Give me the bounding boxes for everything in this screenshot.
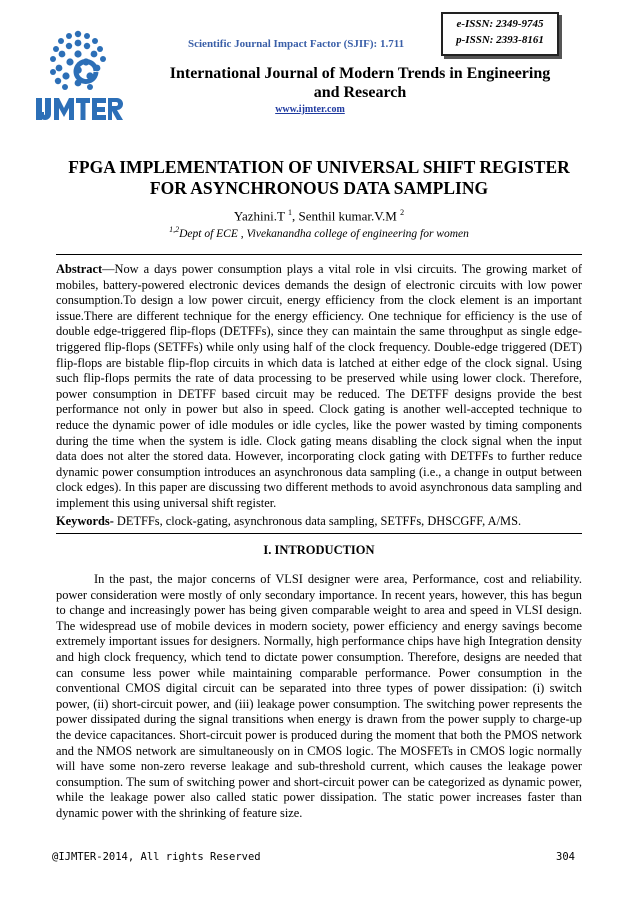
journal-url-link[interactable]: www.ijmter.com [275, 104, 345, 115]
abstract-text: —Now a days power consumption plays a vital role in vlsi circuits. The growing market of mobiles, battery-powered electronic devices demands the design of electronic circuits with low power consumption.To design a low power circuit, energy efficiency from the clock element is an important issue.There are different technique for the energy efficiency. One technique for efficiency is the use of double edge-triggered flip-flops (DETFFs), since they can maintain the same throughput as single edge-triggered flip-flops (SETFFs) while only using half of the clock frequency. Double-edge triggered (DET) flip-flops are bistable flip-flop circuits in which data is latched at either edge of the clock signal. Using such flip-flops permits the rate of data processing to be preserved while using lower clock. Therefore, power consumption in DETFF based circuit may be reduced. The DETFF designs provide the best performance not only in power but also in speed. Clock gating is another well-accepted technique to reduce the dynamic power of idle modules or idle cycles, like the power wasted by timing components during the time when the system is idle. Clock gating means disabling the clock signal when the input data does not alter the stored data. However, incorporating clock gating with DETFFs to further reduce dynamic power consumption introduces an asynchronous data sampling (i.e., a change in output between clock edges). In this paper are discussing two different methods to avoid asynchronous data sampling and implement this using universal shift register. [56, 262, 582, 510]
affiliation-sup: 1,2 [169, 225, 180, 234]
keywords-label: Keywords- [56, 514, 114, 528]
pissn: p-ISSN: 2393-8161 [456, 34, 544, 46]
journal-title-line1: International Journal of Modern Trends in Engineering [169, 65, 551, 82]
affiliation [40, 225, 598, 240]
author-2-sup: 2 [400, 208, 405, 217]
paper-title-line2: FOR ASYNCHRONOUS DATA SAMPLING [149, 178, 489, 198]
abstract [56, 262, 582, 512]
authors [40, 208, 598, 224]
page-number: 304 [556, 851, 575, 863]
impact-factor: Scientific Journal Impact Factor (SJIF): 1.711 [188, 38, 405, 50]
footer-copyright: @IJMTER-2014, All rights Reserved [52, 851, 261, 863]
divider-keywords [56, 533, 582, 534]
author-1: Yazhini.T [233, 208, 285, 224]
introduction-paragraph: In the past, the major concerns of VLSI designer were area, Performance, cost and reliability. power consideration were mostly of only secondary importance. In recent years, however, this has begun to change and increasingly power has being given comparable weight to area and speed in VLSI design. The widespread use of mobile devices in modern society, power efficiency and energy savings become extremely important issues for designers. Normally, high performance chips have high Integration density and high clock frequency, which tend to dictate power consumption. Therefore, designs are needed that can consume less power while maintaining comparable performance. Power consumption in the conventional CMOS digital circuit can be separated into three types of power dissipation: (i) switch power, (ii) short-circuit power, and (iii) leakage power consumption. The switching power represents the power dissipated during the signal transitions when energy is drawn from the power supply to charge-up the device capacitances. Short-circuit power is produced during the moment that both the PMOS network and the NMOS network are simultaneously on in CMOS logic. The MOSFETs in CMOS logic normally will have some non-zero reverse leakage and sub-threshold current, which causes the leakage power consumption. The sum of switching power and short-circuit power can be categorized as dynamic power, while the leakage power also called static power dissipation. The static power increases faster than dynamic power with the shrinking of feature size. [56, 572, 582, 820]
journal-logo [34, 26, 124, 122]
keywords [56, 514, 582, 530]
author-2: , Senthil kumar.V.M [291, 208, 397, 224]
eissn: e-ISSN: 2349-9745 [456, 18, 544, 30]
keywords-text: DETFFs, clock-gating, asynchronous data sampling, SETFFs, DHSCGFF, A/MS. [113, 514, 522, 528]
journal-title-line2: and Research [313, 84, 407, 101]
author-1-sup: 1 [287, 208, 292, 217]
abstract-label: Abstract [56, 262, 103, 276]
logo-globe-icon [34, 26, 124, 122]
issn-box [441, 12, 559, 56]
affiliation-text: Dept of ECE , Vivekanandha college of engineering for women [179, 227, 469, 240]
paper-title-line1: FPGA IMPLEMENTATION OF UNIVERSAL SHIFT REGISTER [68, 157, 570, 177]
paper-title [40, 157, 598, 199]
section-heading: I. INTRODUCTION [263, 543, 375, 557]
divider-top [56, 254, 582, 255]
journal-title [150, 64, 570, 102]
